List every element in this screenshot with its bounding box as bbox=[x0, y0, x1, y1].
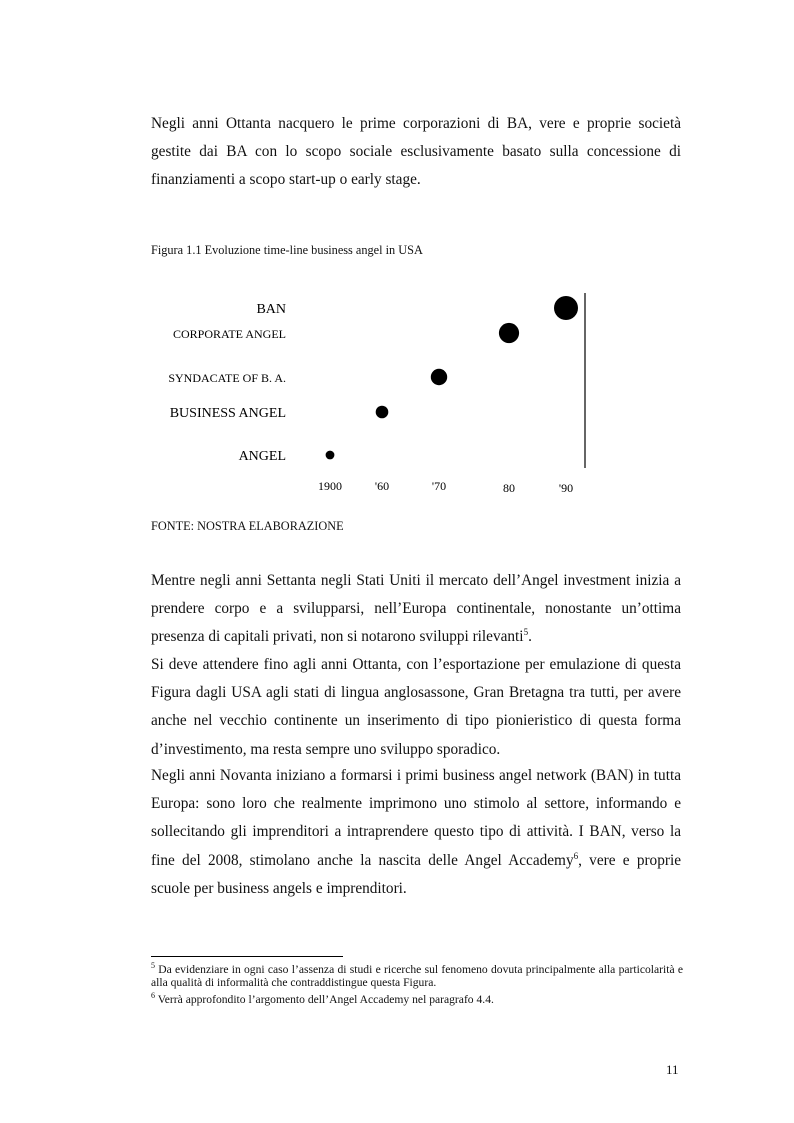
tick-label-1900: 1900 bbox=[318, 479, 342, 493]
marker-syndacate-of-b-a bbox=[431, 369, 447, 385]
footnote-ref-5[interactable]: 5 bbox=[523, 627, 529, 638]
row-label-ban: BAN bbox=[256, 302, 286, 317]
paragraph-nineties bbox=[151, 762, 681, 903]
figure-caption: Figura 1.1 Evoluzione time-line business angel in USA bbox=[151, 243, 423, 257]
footnote-6-text: Verrà approfondito l’argomento dell’Angel Accademy nel paragrafo 4.4. bbox=[155, 993, 494, 1006]
footnote-ref-6[interactable]: 6 bbox=[573, 850, 579, 861]
page-number: 11 bbox=[666, 1062, 679, 1077]
figure-source: FONTE: NOSTRA ELABORAZIONE bbox=[151, 519, 344, 533]
row-label-corporate-angel: CORPORATE ANGEL bbox=[172, 327, 286, 341]
p2-text: Mentre negli anni Settanta negli Stati Uniti il mercato dell’Angel investment inizia a prendere corpo e a svilupparsi, nell’Europa continentale, nonostante un’ottima presenza di capitali privati, non si notarono sviluppi rilevanti bbox=[151, 572, 681, 646]
marker-ban bbox=[554, 296, 578, 320]
footnote-separator bbox=[151, 956, 343, 957]
paragraph-seventies bbox=[151, 567, 681, 652]
footnote-6-number: 6 bbox=[151, 991, 155, 1001]
paragraph-corporations: Negli anni Ottanta nacquero le prime corporazioni di BA, vere e proprie società gestite dai BA con lo scopo sociale esclusivamente basato sulla concessione di finanziamenti a scopo start-up o early stage. bbox=[151, 115, 681, 189]
paragraph-eighties: Si deve attendere fino agli anni Ottanta, con l’esportazione per emulazione di questa Figura dagli USA agli stati di lingua anglosassone, Gran Bretagna tra tutti, per avere anche nel vecchio continente un inserimento di tipo pionieristico di questa forma d’investimento, ma resta sempre uno sviluppo sporadico. bbox=[151, 656, 681, 758]
timeline-chart bbox=[150, 280, 610, 505]
p4-end: , vere e proprie scuole per business angels e imprenditori. bbox=[151, 851, 681, 897]
marker-business-angel bbox=[376, 406, 389, 419]
p4-text: Negli anni Novanta iniziano a formarsi i primi business angel network (BAN) in tutta Europa: sono loro che realmente imprimono uno stimolo al settore, informando e sollecitando gli imprenditori a intraprendere questo tipo di attività. I BAN, verso la fine del 2008, stimolano anche la nascita delle Angel Accademy bbox=[151, 767, 681, 869]
marker-angel bbox=[326, 451, 335, 460]
row-label-business-angel: BUSINESS ANGEL bbox=[169, 406, 286, 421]
tick-label-60: '60 bbox=[374, 479, 390, 493]
footnote-5-text: Da evidenziare in ogni caso l’assenza di studi e ricerche sul fenomeno dovuta principalmente alla particolarità e alla qualità di informalità che contraddistingue questa Figura. bbox=[151, 963, 683, 989]
row-label-syndacate-of-b-a: SYNDACATE OF B. A. bbox=[168, 371, 286, 385]
footnote-5-number: 5 bbox=[151, 961, 155, 971]
p2-end: . bbox=[528, 628, 532, 646]
row-label-angel: ANGEL bbox=[238, 449, 286, 464]
tick-label-90: '90 bbox=[558, 481, 574, 495]
marker-corporate-angel bbox=[499, 323, 519, 343]
tick-label-70: '70 bbox=[431, 479, 447, 493]
footnote-5 bbox=[151, 963, 683, 989]
tick-label-80: 80 bbox=[503, 481, 515, 495]
footnote-6 bbox=[151, 993, 683, 1006]
